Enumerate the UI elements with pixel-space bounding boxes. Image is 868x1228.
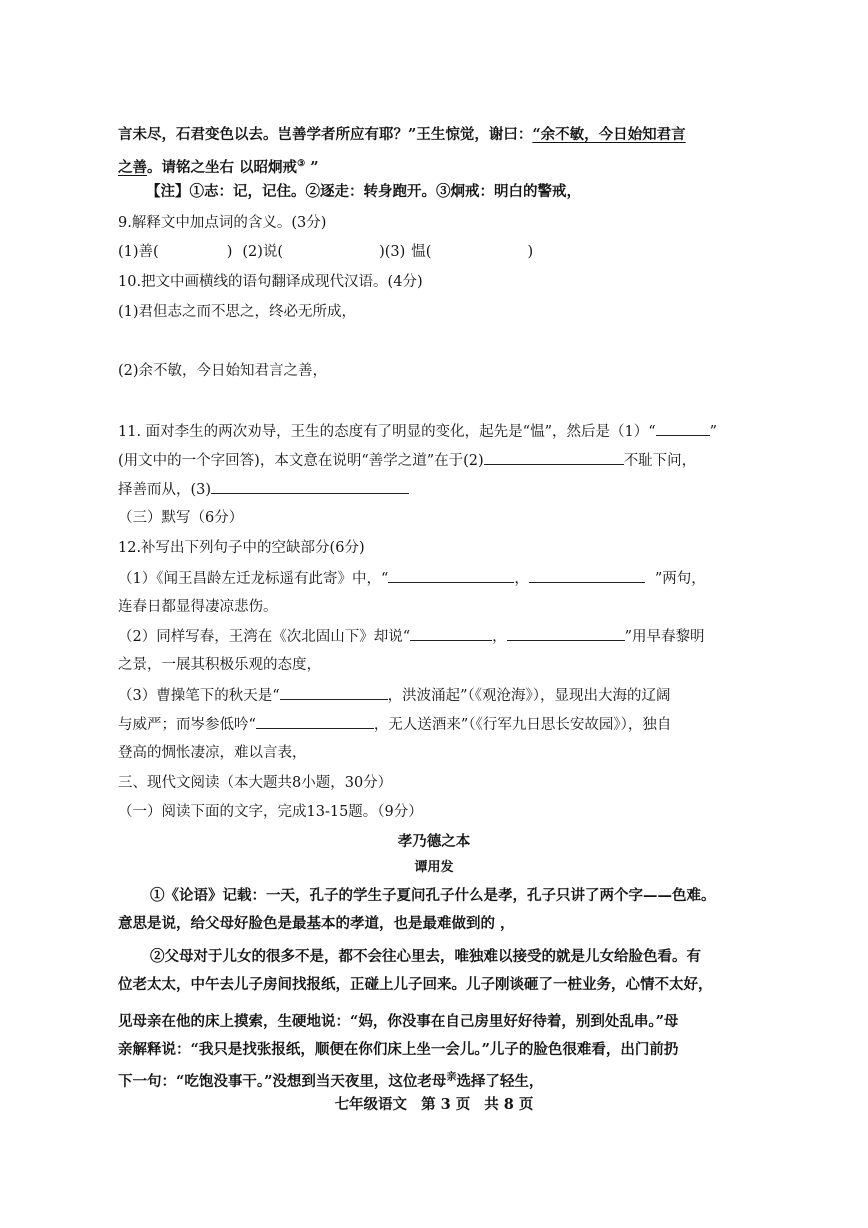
q12-text: 与威严；而岑参低吟“ [118, 717, 256, 733]
q12-text: （2）同样写春，王湾在《次北固山下》却说“ [118, 629, 411, 645]
comma: ， [514, 571, 529, 587]
article-p2-line-2: 位老太太，中午去儿子房间找报纸，正碰上儿子回来。儿子刚谈砸了一桩业务，心情不太好， [118, 976, 713, 993]
footer-total-pages: 共 8 页 [484, 1096, 534, 1113]
answer-blank[interactable] [388, 568, 514, 583]
passage-text: ” [305, 158, 319, 176]
q11-line-2 [118, 450, 696, 471]
answer-blank[interactable] [656, 421, 710, 436]
q12-text: ”两句， [654, 571, 706, 587]
q12-line-3 [118, 626, 705, 647]
article-text: 下一句：“吃饱没事干。”没想到当天夜里，这位老母 [118, 1072, 447, 1090]
paren: ) [527, 244, 534, 260]
q10-sentence-1: (1)君但志之而不思之，终必无所成， [118, 304, 357, 320]
footer-page-number: 第 3 页 [421, 1096, 471, 1113]
q12-line-6 [118, 714, 671, 735]
paren: ) [226, 244, 233, 260]
answer-blank[interactable] [484, 450, 624, 465]
underlined-sentence: 之善 [118, 158, 147, 176]
q12-line-5 [118, 685, 671, 706]
q12-text: （3）曹操笔下的秋天是“ [118, 688, 280, 704]
passage-end-line-2 [118, 154, 319, 178]
part-1-instructions: （一）阅读下面的文字，完成13-15题。（9分） [118, 804, 423, 820]
q12-text: ，洪波涌起”（《观沧海》），显现出大海的辽阔 [387, 688, 671, 704]
answer-blank[interactable] [280, 685, 388, 700]
section-dictation: （三）默写（6分） [118, 510, 244, 526]
q12-line-1 [118, 568, 706, 589]
article-author: 谭用发 [414, 860, 454, 875]
q10-stem: 10.把文中画横线的语句翻译成现代汉语。(4分) [118, 274, 423, 290]
q12-line-7: 登高的惆怅凄凉，难以言表， [118, 745, 307, 761]
section-modern-reading: 三、现代文阅读（本大题共8小题，30分） [118, 775, 393, 791]
underlined-sentence: “余不敏，今日始知君言 [532, 126, 686, 143]
passage-text: 言未尽，石君变色以去。岂善学者所应有耶？”王生惊觉，谢曰： [118, 126, 533, 143]
page-footer [0, 1095, 868, 1115]
q11-text: (用文中的一个字回答)，本文意在说明“善学之道”在于(2) [118, 453, 484, 469]
q12-stem: 12.补写出下列句子中的空缺部分(6分) [118, 540, 365, 556]
q11-text: 不耻下问， [623, 453, 697, 469]
passage-text: 。请铭之坐右 以昭炯戒 [147, 158, 298, 176]
quote-mark: ” [709, 424, 718, 440]
article-p2-line-1: ②父母对于儿女的很多不是，都不会往心里去，唯独难以接受的就是儿女给脸色看。有 [150, 948, 701, 965]
q9-item-2: (2)说( [242, 244, 284, 260]
q11-line-3 [118, 479, 409, 500]
article-p2-line-5 [118, 1068, 543, 1092]
q11-text: 11. 面对李生的两次劝导，王生的态度有了明显的变化，起先是“愠”，然后是（1）“ [118, 424, 656, 440]
q11-text: 择善而从，(3) [118, 482, 212, 498]
q12-text: ”用早春黎明 [624, 629, 705, 645]
article-p1-line-1: ①《论语》记载：一天，孔子的学生子夏问孔子什么是孝，孔子只讲了两个字——色难。 [150, 887, 716, 904]
passage-end-line-1 [118, 125, 686, 145]
q9-item-3-word: 愠( [411, 244, 432, 260]
q9-stem: 9.解释文中加点词的含义。(3分) [118, 215, 327, 231]
answer-blank[interactable] [211, 479, 409, 494]
q11-line-1 [118, 421, 717, 442]
article-p1-line-2: 意思是说，给父母好脸色是最基本的孝道，也是最难做到的 ， [118, 915, 515, 932]
q12-line-2: 连春日都显得凄凉悲伤。 [118, 599, 278, 615]
article-text: 选择了轻生， [456, 1072, 544, 1090]
answer-blank[interactable] [507, 626, 625, 641]
comma: ， [492, 629, 507, 645]
raised-char: 亲 [446, 1072, 457, 1083]
footer-subject: 七年级语文 [334, 1096, 408, 1113]
q9-answers [118, 242, 533, 262]
article-p2-line-4: 亲解释说：“我只是找张报纸，顺便在你们床上坐一会儿。”儿子的脸色很难看，出门前扔 [118, 1041, 679, 1058]
article-p2-line-3: 见母亲在他的床上摸索，生硬地说：“妈，你没事在自己房里好好待着，别到处乱串。”母 [118, 1013, 679, 1030]
q10-sentence-2: (2)余不敏，今日始知君言之善， [118, 363, 328, 379]
q12-line-4: 之景，一展其积极乐观的态度， [118, 657, 321, 673]
q12-text: ，无人送酒来”（《行军九日思长安故园》），独自 [373, 717, 672, 733]
answer-blank[interactable] [410, 626, 492, 641]
q9-item-3: )(3) [379, 244, 406, 260]
answer-blank[interactable] [529, 568, 645, 583]
q9-item-1: (1)善( [118, 244, 159, 260]
q12-text: （1）《闻王昌龄左迁龙标遥有此寄》中，“ [118, 571, 389, 587]
footnote: 【注】①志：记，记住。②逐走：转身跑开。③炯戒：明白的警戒， [146, 183, 581, 200]
answer-blank[interactable] [256, 714, 374, 729]
footnote-mark: ③ [297, 159, 306, 169]
article-title: 孝乃德之本 [397, 833, 471, 850]
